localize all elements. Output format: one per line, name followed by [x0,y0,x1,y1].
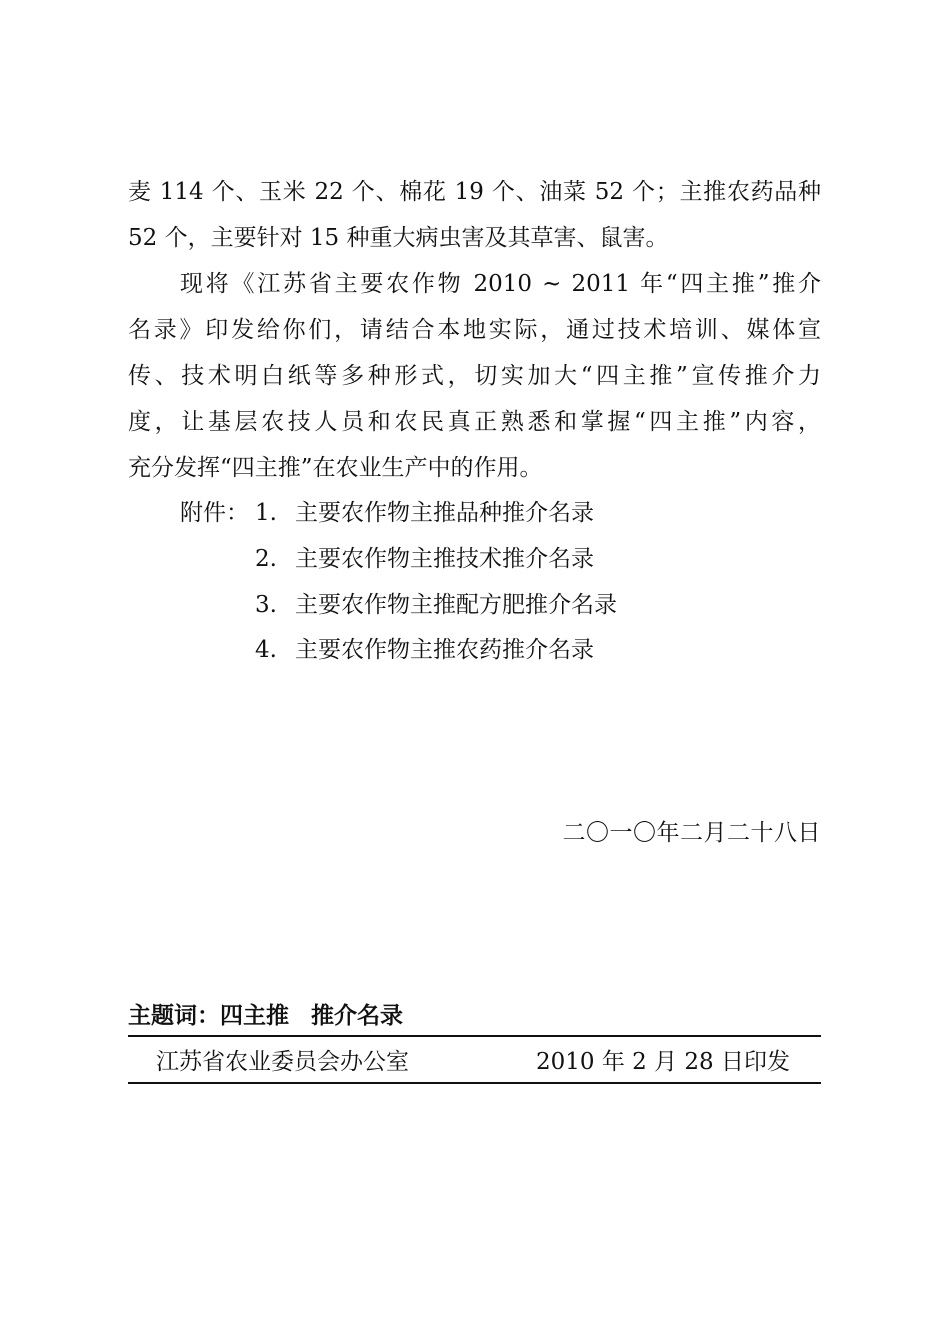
subject-label: 主题词： [128,1003,220,1029]
subject-term: 四主推 [220,1003,289,1029]
attachments-label: 附件： [180,500,249,526]
top-rule [128,1035,821,1037]
body-line-1: 麦 114 个、玉米 22 个、棉花 19 个、油菜 52 个；主推农药品种 [128,179,821,205]
attachment-title: 主要农作物主推品种推介名录 [295,500,594,526]
bottom-rule [128,1082,821,1084]
body-line-3: 现将《江苏省主要农作物 2010 ~ 2011 年“四主推”推介 [180,271,821,297]
body-line-5: 传、技术明白纸等多种形式，切实加大“四主推”宣传推介力 [128,363,821,389]
body-line-7: 充分发挥“四主推”在农业生产中的作用。 [128,455,543,481]
subject-term: 推介名录 [311,1003,403,1029]
subject-terms [128,1001,403,1031]
attachment-number: 4. [255,637,277,663]
body-line-2: 52 个，主要针对 15 种重大病虫害及其草害、鼠害。 [128,225,669,251]
body-line-6: 度，让基层农技人员和农民真正熟悉和掌握“四主推”内容， [128,409,821,435]
attachment-item [255,590,617,620]
attachment-number: 1. [255,500,277,526]
attachment-item [255,635,594,665]
document-date: 二〇一〇年二月二十八日 [562,820,821,846]
attachment-item [255,544,594,574]
body-line-4: 名录》印发给你们，请结合本地实际，通过技术培训、媒体宣 [128,317,821,343]
attachment-title: 主要农作物主推配方肥推介名录 [295,592,617,618]
attachment-item [255,498,594,528]
attachment-title: 主要农作物主推技术推介名录 [295,546,594,572]
attachment-number: 3. [255,592,277,618]
attachment-number: 2. [255,546,277,572]
issue-date: 2010 年 2 月 28 日印发 [536,1049,790,1075]
issuer: 江苏省农业委员会办公室 [156,1049,409,1075]
attachment-title: 主要农作物主推农药推介名录 [295,637,594,663]
